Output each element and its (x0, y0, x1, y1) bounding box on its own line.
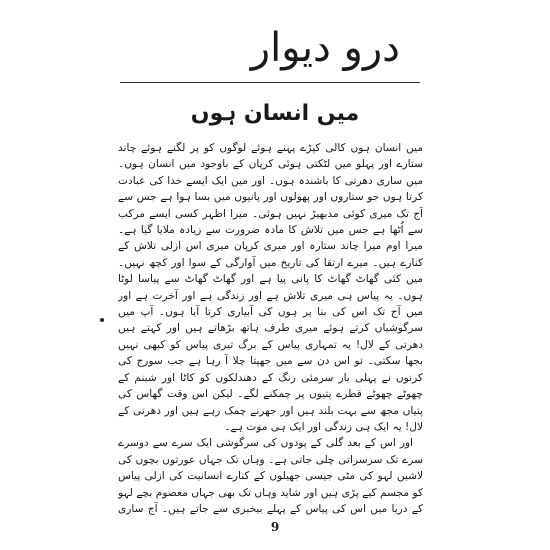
section-title: درو دیوار (250, 25, 400, 71)
margin-dot (100, 318, 104, 322)
body-text (118, 140, 423, 518)
paragraph: میں انسان ہوں کالی کپڑے پہنے ہوئے لوگوں کو پر لگنے ہوئے چاند ستارے اور پہلو میں لٹکتی ہوئی کرپان کے باوجود میں انسان ہوں۔ میں ساری دھرتی کا باشندہ ہوں۔ اور میں ایک ایسے خدا کی عبادت کرتا ہوں جو ستاروں اور پھولوں اور پانیوں میں بسا ہوا ہے جس سے آج تک میری کوئی مدبھیڑ نہیں ہوئی۔ میرا اظہر کسی ایسے مرکب سے اُٹھا ہے جس میں تلاش کا مادہ ضرورت سے زیادہ ملایا گیا ہے۔ میرا اوم میرا چاند ستارہ اور میری کرپان میری اس ازلی تلاش کے کنارے ہیں۔ میرے ارتقا کی تاریخ میں آوارگی کے سوا اور کچھ نہیں۔ میں کئی گھاٹ گھاٹ کا پانی پیا ہے اور گھاٹ گھاٹ سے پیاسا لوٹا ہوں۔ یہ پیاس ہی میری تلاش ہے اور زندگی ہے اور آخرت ہے اور میں آج تک اس کی بنا پر ہوں کی آبیاری کرتا آیا ہوں۔ آپ میں سرگوشیاں کرتے ہوئے میری طرف ہاتھ بڑھاتے ہیں اور کہتے ہیں دھرتی کے لال! یہ تمہاری پیاس کے برگ تیری پیاس کو کبھی نہیں بجھا سکتی۔ تو اس دن سے میں جھپتا چلا آ رہا ہے جب سورج کی کرنوں نے پہلی بار سرمئی رنگ کے دھندلکوں کو کاٹا اور شبنم کے چھوٹے چھوٹے قطرے پتیوں پر چمکنے لگے۔ لیکن اس وقت گھاس کی پتیاں مجھ سے بہت بلند ہیں اور جھرنے چمک رہے ہیں اور دھرتی کے لال! یہ ایک ہی زندگی اور ایک ہی موت ہے۔ (118, 142, 423, 433)
chapter-title: میں انسان ہوں (190, 101, 360, 126)
page-number: 9 (270, 520, 280, 534)
paragraph: اور اس کے بعد گلی کے پودوں کی سرگوشی ایک سرے سے دوسرے سرے تک سرسراتی چلی جاتی ہے۔ وہاں تک جہاں عورتوں بچوں کی لاشیں لہو کی مٹی جیسی جھیلوں کے کنارے انسانیت کی ازلی پیاس کو مجسم کیے پڑی ہیں اور شاید وہاں تک بھی جہاں معصوم بچے لہو کے دریا میں اس کی پیاس کے پہلے بیخبری سے جاتے ہیں۔ آج ساری (118, 437, 423, 515)
title-divider (120, 82, 420, 83)
